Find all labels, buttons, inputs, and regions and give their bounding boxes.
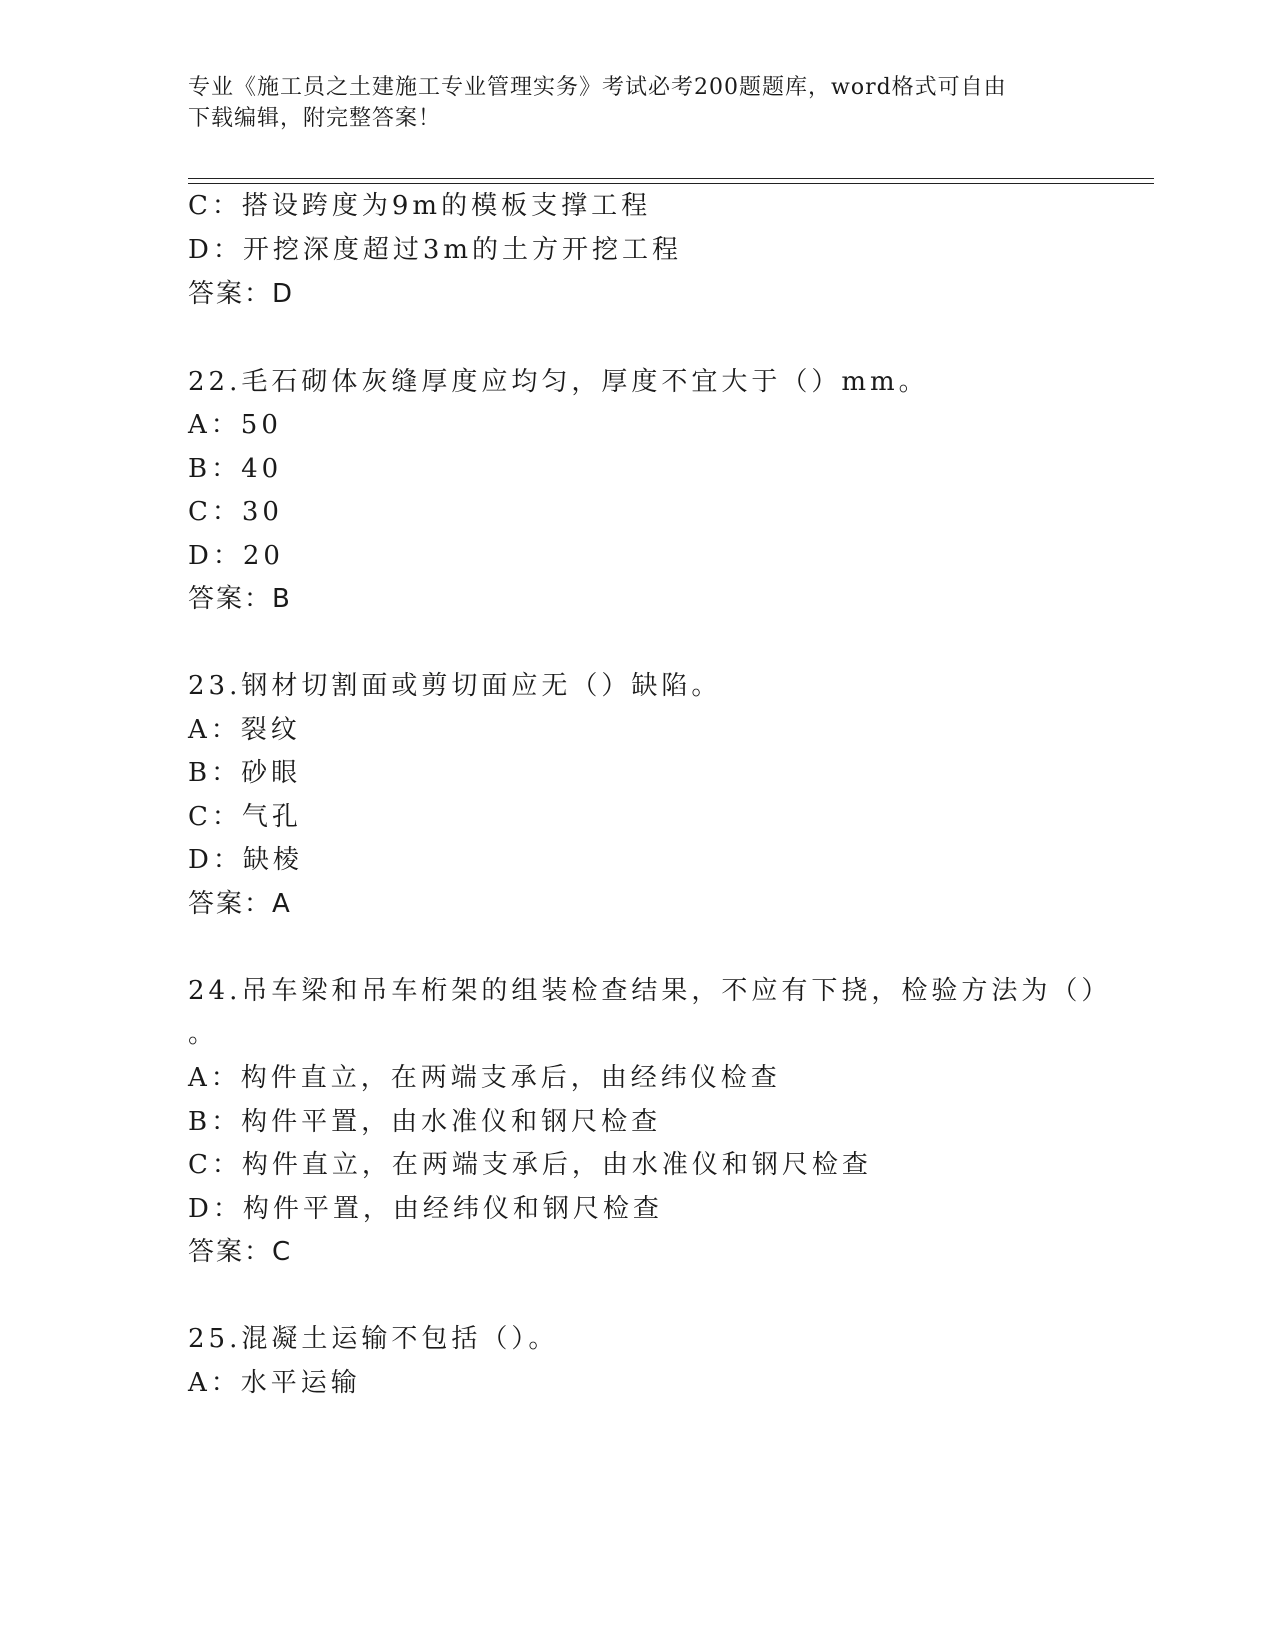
header-line-2: 下载编辑，附完整答案！ xyxy=(188,106,442,131)
question-23: 23.钢材切割面或剪切面应无（）缺陷。 xyxy=(188,671,722,701)
option-c: C：构件直立，在两端支承后，由水准仪和钢尺检查 xyxy=(188,1150,872,1180)
option-a: A：水平运输 xyxy=(188,1368,361,1398)
option-a: A：构件直立，在两端支承后，由经纬仪检查 xyxy=(188,1063,781,1093)
option-a: A：裂纹 xyxy=(188,715,301,745)
header-divider-top xyxy=(188,178,1154,179)
option-b: B：砂眼 xyxy=(188,758,302,788)
option-d: D：缺棱 xyxy=(188,845,303,875)
document-header xyxy=(188,72,1088,134)
option-c: C：搭设跨度为9m的模板支撑工程 xyxy=(188,191,652,221)
answer: 答案：C xyxy=(188,1237,293,1267)
question-22: 22.毛石砌体灰缝厚度应均匀，厚度不宜大于（）mm。 xyxy=(188,367,929,397)
option-a: A：50 xyxy=(188,410,282,440)
question-25: 25.混凝土运输不包括（）。 xyxy=(188,1324,559,1354)
option-d: D：构件平置，由经纬仪和钢尺检查 xyxy=(188,1194,663,1224)
option-d: D：开挖深度超过3m的土方开挖工程 xyxy=(188,235,683,265)
question-24: 24.吊车梁和吊车桁架的组装检查结果，不应有下挠，检验方法为（） xyxy=(188,976,1112,1006)
answer: 答案：A xyxy=(188,889,292,919)
option-d: D：20 xyxy=(188,541,284,571)
option-b: B：构件平置，由水准仪和钢尺检查 xyxy=(188,1107,662,1137)
option-c: C：30 xyxy=(188,497,283,527)
answer: 答案：D xyxy=(188,279,295,309)
answer: 答案：B xyxy=(188,584,292,614)
header-divider-bottom xyxy=(188,183,1154,184)
question-24-continued: 。 xyxy=(188,1019,219,1049)
option-c: C：气孔 xyxy=(188,802,302,832)
header-line-1: 专业《施工员之土建施工专业管理实务》考试必考200题题库，word格式可自由 xyxy=(188,75,1007,100)
option-b: B：40 xyxy=(188,454,283,484)
